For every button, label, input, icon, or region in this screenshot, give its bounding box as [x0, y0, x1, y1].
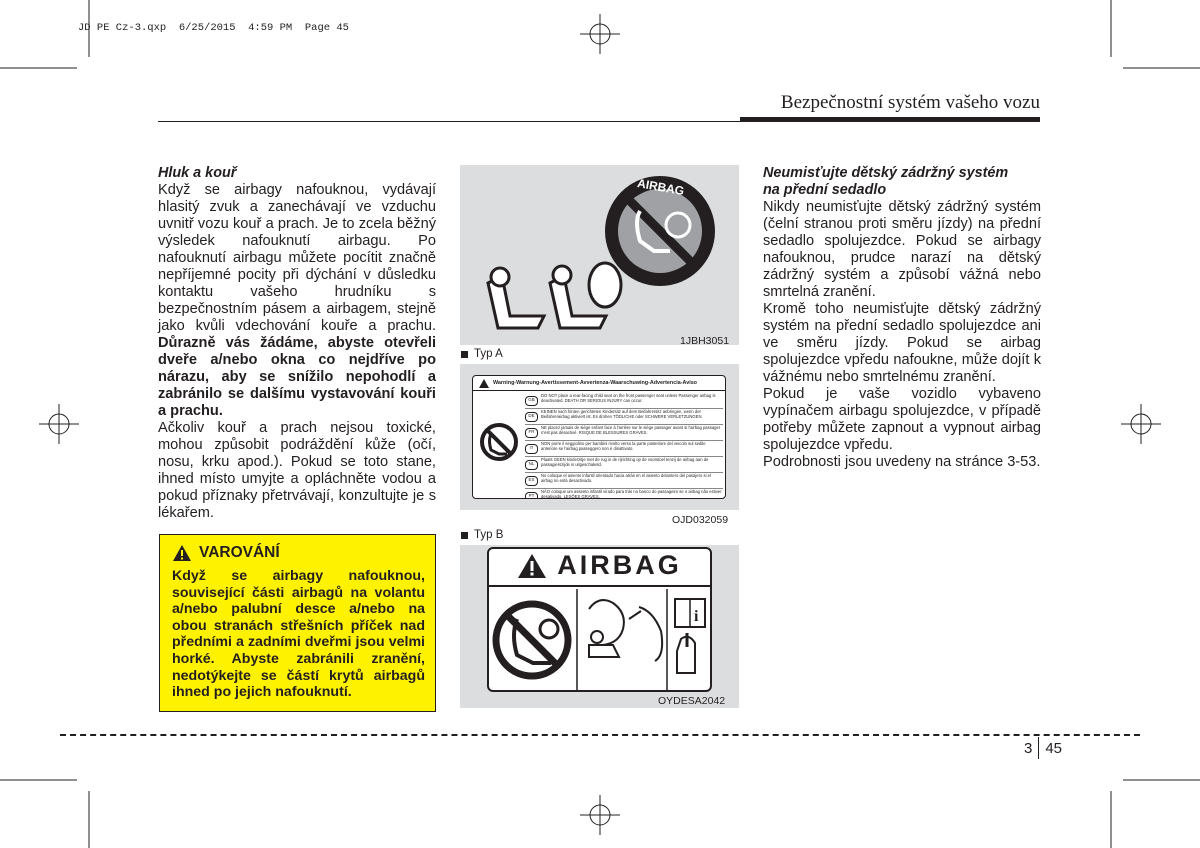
warning-triangle-icon	[517, 553, 547, 579]
label-a-row-text: DO NOT place a rear-facing child seat on the front passenger seat unless Passenger airbag is deactivated. DEATH OR SERIOUS INJURY can occur.	[541, 393, 716, 403]
airbag-deploy-icon	[589, 600, 662, 661]
heading-child-seat	[763, 165, 1041, 199]
footer-rule	[60, 734, 1140, 736]
warning-title-row	[172, 544, 280, 562]
label-a-row	[525, 409, 723, 425]
child-seat-text	[763, 199, 1041, 471]
label-a-row	[525, 441, 723, 457]
smoke-para1-bold: Důrazně vás žádáme, abyste otevřeli dveře a/nebo okna co nejdříve po nárazu, aby se snížilo nepohodlí a zabránilo se dalšímu vystavování kouři a prachu.	[158, 335, 436, 419]
footer-page-number	[1024, 737, 1062, 759]
figure-1-code: 1JBH3051	[680, 335, 730, 347]
heading-smoke: Hluk a kouř	[158, 165, 237, 181]
heading-child-seat-line2: na přední sedadlo	[763, 182, 887, 198]
figure-2	[460, 364, 739, 510]
no-child-seat-icon	[496, 604, 568, 676]
figure-1	[460, 165, 739, 345]
badge-airbag-word: AIRBAG	[636, 176, 686, 199]
warning-box	[159, 534, 436, 712]
no-child-seat-icon	[479, 422, 519, 462]
label-a-row-text: Plaats GEEN kinderzitje met de rug in de rijrichting op de voorstoel tenzij de airbag aan de passagierszijde is uitgeschakeld.	[541, 457, 709, 467]
label-a-row-text: No coloque el asiento infantil orientado hacia atrás en el asiento delantero del pasajero si el airbag no está desactivado.	[541, 473, 711, 483]
page-number: 45	[1045, 739, 1063, 757]
typ-a-text: Typ A	[474, 348, 503, 360]
label-a-row-text: NE placez jamais de siège enfant face à l'arrière sur le siège passager avant si l'airbag passager n'est pas désactivé. RISQUE DE BLESSURES GRAVES.	[541, 425, 721, 435]
chapter-number: 3	[1024, 739, 1033, 757]
label-typ-a	[472, 375, 726, 499]
page-number-divider	[1038, 737, 1039, 759]
country-code: PT	[525, 492, 538, 499]
label-a-row-text: KEINEN nach hinten gerichteten Kindersitz auf dem Beifahrersitz anbringen, wenn der Beifahrerairbag aktiviert ist. Es drohen TÖDLICHE oder SCHWERE VERLETZUNGEN.	[541, 409, 703, 419]
child-seat-para2: Kromě toho neumisťujte dětský zádržný systém na přední sedadlo spolujezdce ani ve směru jízdy. Pokud se airbag spolujezdce vpředu nafoukne, může dojít k vážnému nebo smrtelnému zranění.	[763, 301, 1041, 385]
label-b-airbag-word: AIRBAG	[557, 550, 682, 580]
child-seat-para3: Pokud je vaše vozidlo vybaveno vypínačem airbagu spolujezdce, v případě potřeby můžete zapnout a vypnout airbag spolujezdce vpředu.	[763, 386, 1041, 453]
label-typ-b	[487, 547, 712, 692]
bullet-square-icon	[461, 532, 468, 539]
label-a-row	[525, 393, 723, 409]
svg-text:i: i	[694, 608, 699, 625]
country-code: GB	[525, 396, 538, 406]
label-a-rows	[525, 393, 723, 499]
warning-text: Když se airbagy nafouknou, související části airbagů na volantu a/nebo palubní desce a/nebo na obou stranách střešních příček nad předními a zadními dveřmi jsou velmi horké. Abyste zabránili zranění, nedotýkejte se částí krytů airbagů ihned po jejich nafouknutí.	[172, 568, 425, 701]
label-b-pictograms	[489, 589, 710, 690]
warning-title: VAROVÁNÍ	[199, 544, 280, 561]
label-a-row	[525, 473, 723, 489]
bullet-square-icon	[461, 351, 468, 358]
child-seat-para1: Nikdy neumisťujte dětský zádržný systém (čelní stranou proti směru jízdy) na přední sedadlo spolujezdce. Pokud se airbagy nafouknou, prudce narazí na dětský zádržný systém a způsobí vážná nebo smrtelná zranění.	[763, 199, 1041, 300]
heading-child-seat-line1: Neumisťujte dětský zádržný systém	[763, 165, 1009, 181]
label-a-row	[525, 457, 723, 473]
no-rear-facing-seat-illustration	[460, 165, 739, 345]
label-b-divider	[489, 585, 710, 587]
figure-2-code: OJD032059	[672, 514, 729, 526]
typ-b-label	[461, 529, 503, 541]
typ-a-label	[461, 348, 503, 360]
left-column	[158, 165, 436, 522]
warning-triangle-icon	[172, 544, 192, 562]
warning-triangle-icon	[479, 379, 489, 388]
print-header: JD PE Cz-3.qxp 6/25/2015 4:59 PM Page 45	[78, 22, 349, 34]
label-a-row-text: NON porre il seggiolino per bambini rivolto verso la parte posteriore del veicolo sul sedile anteriore se l'airbag passeggero non è disattivato.	[541, 441, 706, 451]
header-rule-thin	[158, 121, 740, 122]
label-a-header	[473, 376, 725, 391]
country-code: DE	[525, 412, 538, 422]
label-a-row	[525, 425, 723, 441]
country-code: IT	[525, 444, 538, 454]
country-code: ES	[525, 476, 538, 486]
right-column	[763, 165, 1041, 471]
typ-b-text: Typ B	[474, 529, 504, 541]
label-b-header	[489, 549, 710, 582]
figure-3-code: OYDESA2042	[658, 695, 726, 707]
smoke-para2: Ačkoliv kouř a prach nejsou toxické, mohou způsobit podráždění kůže (očí, nosu, krku apod.). Pokud se toto stane, ihned místo umyjte a opláchněte vodou a pokud příznaky přetrvávají, konzultujte je s lékařem.	[158, 420, 436, 521]
header-rule-thick	[740, 117, 1040, 122]
section-title: Bezpečnostní systém vašeho vozu	[780, 92, 1040, 113]
label-a-row	[525, 489, 723, 499]
country-code: FR	[525, 428, 538, 438]
label-a-title: Warning-Warnung-Avertissement-Avvertenza-Waarschuwing-Advertencia-Aviso	[493, 380, 697, 386]
child-seat-para4: Podrobnosti jsou uvedeny na stránce 3-53.	[763, 454, 1041, 470]
country-code: NL	[525, 460, 538, 470]
smoke-text	[158, 182, 436, 522]
smoke-para1: Když se airbagy nafouknou, vydávají hlasitý zvuk a zanechávají ve vzduchu uvnitř vozu kouř a prach. Je to zcela běžný výsledek nafouknutí airbagu. Po nafouknutí airbagu můžete pocítit značně nepříjemné pocity při dýchání v důsledku kontaktu vašeho hrudníku s bezpečnostním pásem a airbagem, stejně jako kvůli vdechování kouře a prachu.	[158, 182, 436, 334]
label-a-row-text: NÃO coloque um assento infantil virado para trás no banco do passageiro se o airbag não estiver desativado. LESÕES GRAVES.	[541, 489, 722, 499]
read-manual-icon	[675, 599, 705, 673]
figure-3	[460, 545, 739, 708]
